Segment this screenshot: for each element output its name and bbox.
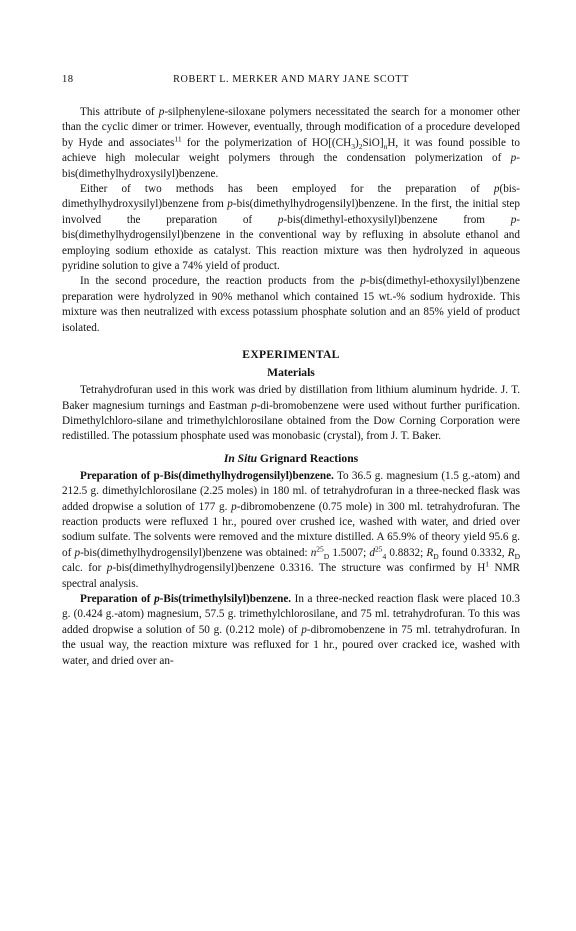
reference-superscript: 11 [174,134,182,144]
preparation-2-title: Preparation of p-Bis(trimethylsilyl)benzene. [80,592,292,605]
running-head [62,74,520,90]
intro-paragraph-2: Either of two methods has been employed for the preparation of p(bis-dimethylhydroxysilyl)benzene from p-bis(dimethylhydrogensilyl)benzene. In the first, the initial step involved the preparation of p-bis(dimethyl-ethoxysilyl)benzene from p-bis(dimethylhydrogensilyl)benzene in the conventional way by refluxing in absolute ethanol and employing sodium ethoxide as catalyst. This reaction mixture was then hydrolyzed in aqueous pyridine solution to give a 74% yield of product. [62,183,521,273]
preparation-1-paragraph: Preparation of p-Bis(dimethylhydrogensilyl)benzene. To 36.5 g. magnesium (1.5 g.-atom) and 212.5 g. dimethylchlorosilane (2.25 moles) in 180 ml. of tetrahydrofuran in a three-necked flask was added dropwise a solution of 177 g. p-dibromobenzene (0.75 mole) in 300 ml. tetrahydrofuran. The reaction products were refluxed 1 hr., poured over crushed ice, washed with water, and dried over sodium sulfate. The solvents were removed and the mixture distilled. A 65.9% of theory yield 95.6 g. of p-bis(dimethylhydrogensilyl)benzene was obtained: $n^{25}_D$ 1.5007; $d^{25}_4$ 0.8832; $R_D$ found 0.3332, $R_D$ calc. for p-bis(dimethylhydrogensilyl)benzene 0.3316. The structure was confirmed by $H^1$ NMR spectral analysis. [62,469,520,590]
materials-heading: Materials [267,366,315,380]
experimental-heading: EXPERIMENTAL [242,348,340,362]
preparation-2-paragraph: Preparation of p-Bis(trimethylsilyl)benzene. In a three-necked reaction flask were placed 10.3 g. (0.424 g.-atom) magnesium, 57.5 g. trimethylchlorosilane, and 75 ml. tetrahydrofuran. To this was added dropwise a solution of 50 g. (0.212 mole) of p-dibromobenzene in 75 ml. tetrahydrofuran. In the usual way, the reaction mixture was refluxed for 1 hr., poured over cracked ice, washed with water, and dried over an- [62,592,520,667]
grignard-reactions-heading: In Situ Grignard Reactions [223,451,359,465]
running-head-authors: ROBERT L. MERKER AND MARY JANE SCOTT [173,74,409,85]
page-number: 18 [62,74,74,85]
materials-paragraph: Tetrahydrofuran used in this work was dried by distillation from lithium aluminum hydride. J. T. Baker magnesium turnings and Eastman p-di-bromobenzene were used without further purification. Dimethylchloro-silane and trimethylchlorosilane obtained from the Dow Corning Corporation were redistilled. The potassium phosphate used was monobasic (crystal), from J. T. Baker. [62,384,520,443]
page [62,74,520,669]
intro-paragraph-3: In the second procedure, the reaction products from the p-bis(dimethyl-ethoxysilyl)benzene preparation were hydrolyzed in 90% methanol which contained 15 wt.-% sodium hydroxide. This mixture was then neutralized with excess potassium phosphate solution and an 85% yield of product isolated. [62,275,520,334]
preparation-1-title: Preparation of p-Bis(dimethylhydrogensilyl)benzene. [80,469,334,482]
intro-paragraph-1: This attribute of p-silphenylene-siloxane polymers necessitated the search for a monomer other than the cyclic dimer or trimer. However, eventually, through modification of a procedure developed by Hyde and associates$^{11}$ for the polymerization of $HO[(CH_3)_2SiO]_nH$, it was found possible to achieve high molecular weight polymers through the condensation polymerization of p-bis(dimethylhydroxysilyl)benzene. [62,106,520,180]
